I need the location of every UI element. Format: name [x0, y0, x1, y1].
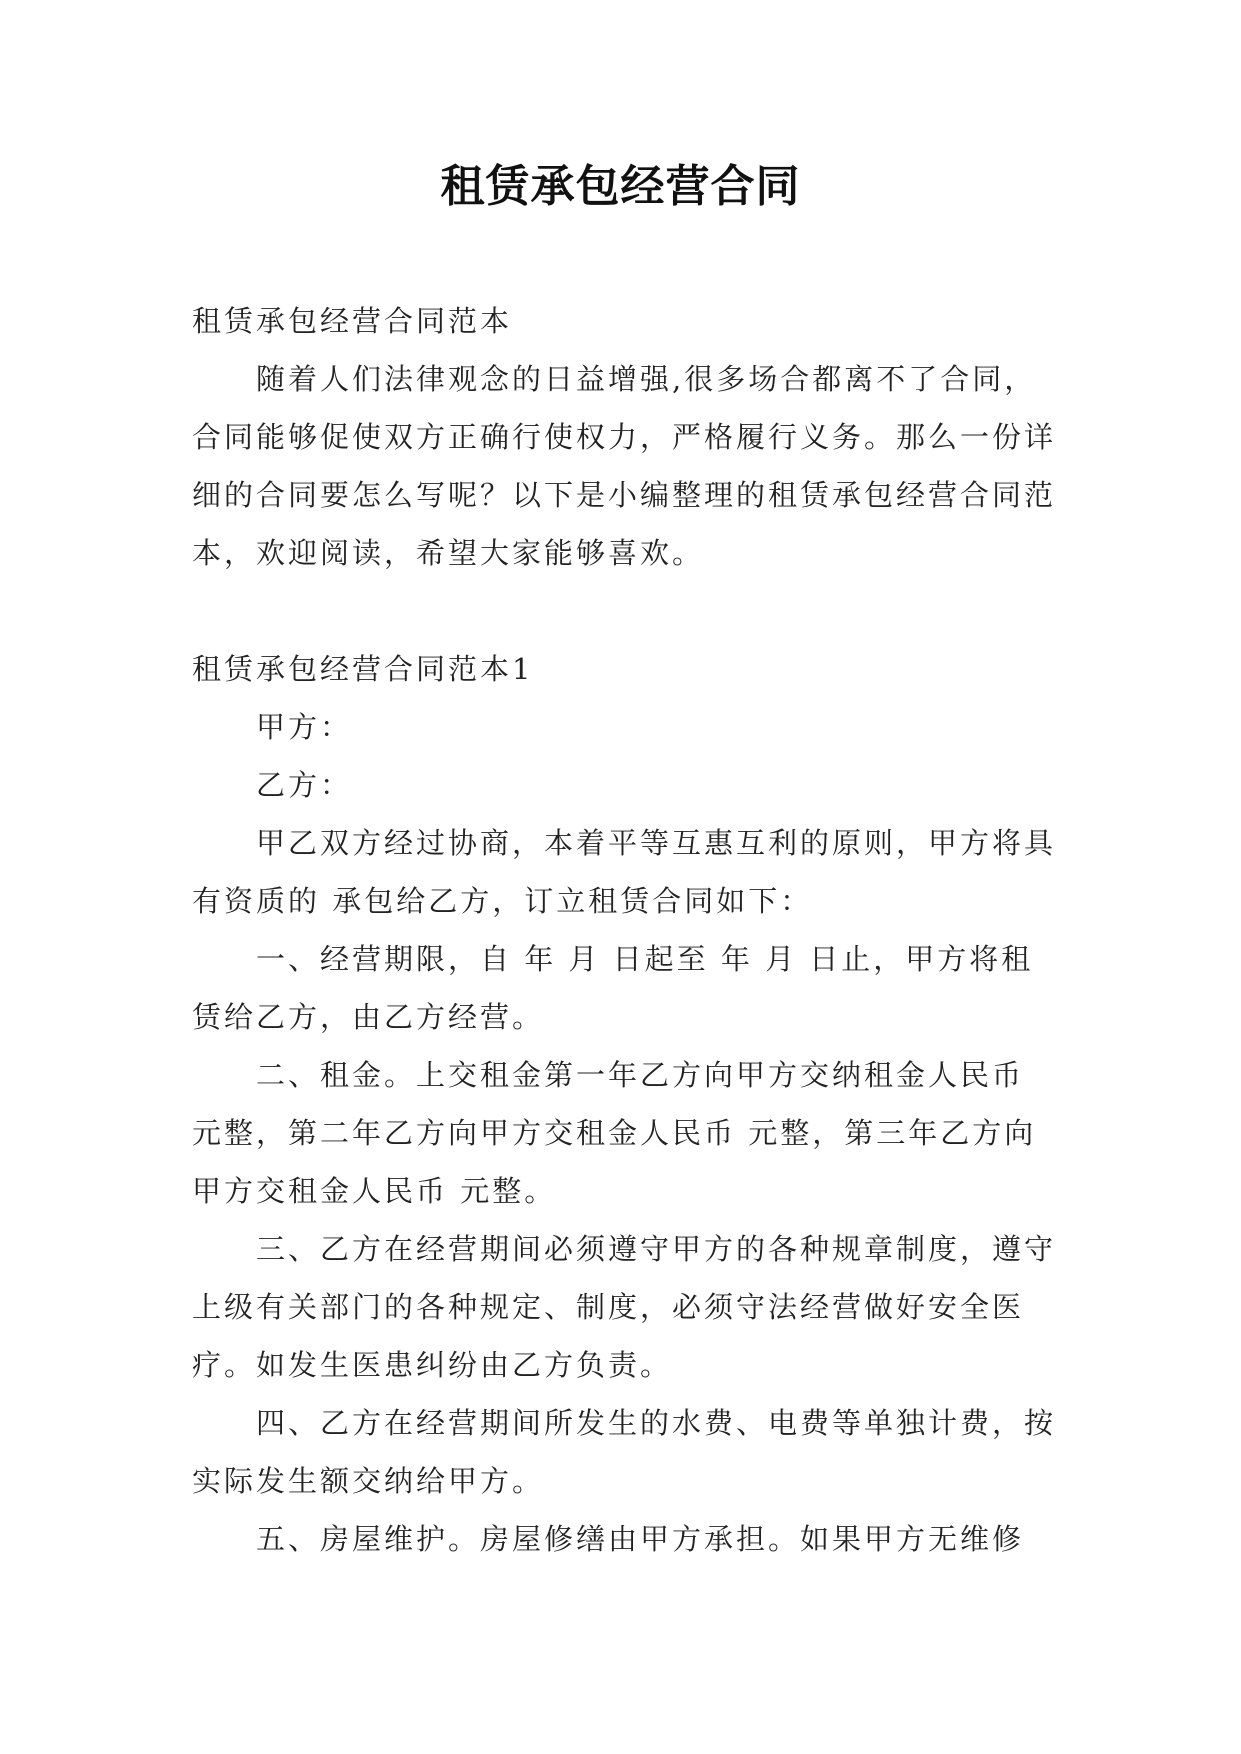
clause-1: 一、经营期限，自 年 月 日起至 年 月 日止，甲方将租赁给乙方，由乙方经营。 [192, 942, 1034, 1034]
document-title: 租赁承包经营合同 [440, 161, 801, 212]
clause-3: 三、乙方在经营期间必须遵守甲方的各种规章制度，遵守上级有关部门的各种规定、制度，必须守法经营做好安全医疗。如发生医患纠纷由乙方负责。 [192, 1232, 1057, 1382]
section-heading: 租赁承包经营合同范本1 [192, 652, 534, 686]
document-body [192, 292, 1062, 1568]
subtitle: 租赁承包经营合同范本 [192, 304, 513, 338]
clause-5: 五、房屋维护。房屋修缮由甲方承担。如果甲方无维修 [256, 1522, 1025, 1556]
intro-paragraph: 随着人们法律观念的日益增强,很多场合都离不了合同，合同能够促使双方正确行使权力，严格履行义务。那么一份详细的合同要怎么写呢？以下是小编整理的租赁承包经营合同范本，欢迎阅读，希望大家能够喜欢。 [192, 362, 1057, 570]
party-a-line: 甲方： [256, 710, 353, 744]
preamble-paragraph: 甲乙双方经过协商，本着平等互惠互利的原则，甲方将具有资质的 承包给乙方，订立租赁合同如下： [192, 826, 1057, 918]
clause-4: 四、乙方在经营期间所发生的水费、电费等单独计费，按实际发生额交纳给甲方。 [192, 1406, 1057, 1498]
party-b-line: 乙方： [256, 768, 353, 802]
clause-2: 二、租金。上交租金第一年乙方向甲方交纳租金人民币 元整，第二年乙方向甲方交租金人民币 元整，第三年乙方向甲方交租金人民币 元整。 [192, 1058, 1037, 1208]
